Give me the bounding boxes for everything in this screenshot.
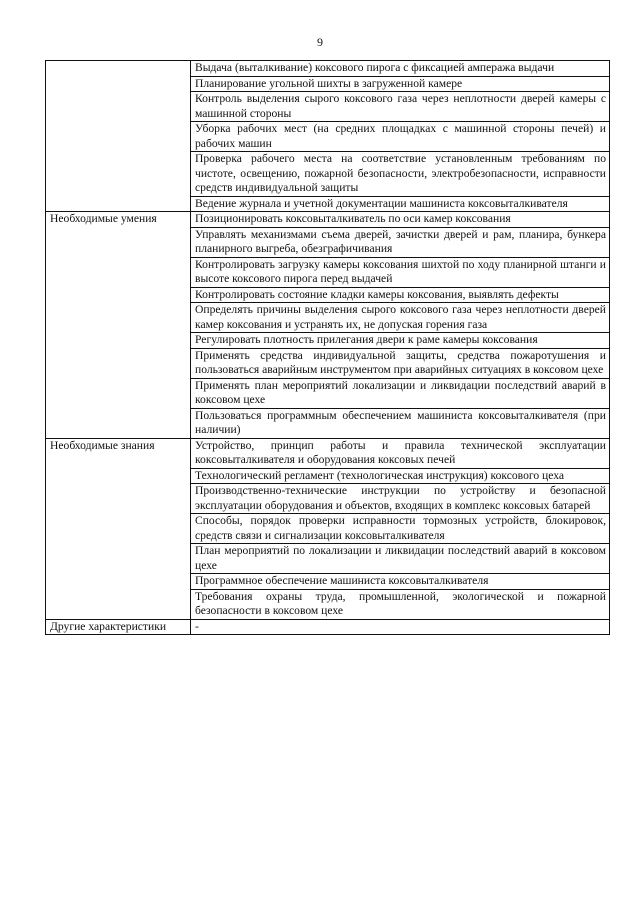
section-item-text: Уборка рабочих мест (на средних площадках с машинной стороны печей) и рабочих машин: [191, 122, 610, 152]
section-item-text: Ведение журнала и учетной документации машиниста коксовыталкивателя: [191, 196, 610, 212]
section-item-text: Определять причины выделения сырого коксового газа через неплотности дверей камер коксования и устранять их, не допуская горения газа: [191, 303, 610, 333]
section-item-text: Регулировать плотность прилегания двери к раме камеры коксования: [191, 333, 610, 349]
section-item-text: Проверка рабочего места на соответствие установленным требованиям по чистоте, освещению, пожарной безопасности, электробезопасности, исправности средств индивидуальной защиты: [191, 152, 610, 197]
section-item-text: Управлять механизмами съема дверей, зачистки дверей и рам, планира, бункера планирного выгреба, обезграфичивания: [191, 227, 610, 257]
section-item-text: Позиционировать коксовыталкиватель по оси камер коксования: [191, 212, 610, 228]
section-label: Необходимые знания: [46, 438, 191, 619]
page-number: 9: [317, 35, 323, 49]
section-item-text: Способы, порядок проверки исправности тормозных устройств, блокировок, средств связи и сигнализации коксовыталкивателя: [191, 514, 610, 544]
section-item-text: Планирование угольной шихты в загруженной камере: [191, 76, 610, 92]
qualification-table: [45, 60, 610, 635]
table-body: [46, 61, 610, 635]
section-item-text: Устройство, принцип работы и правила технической эксплуатации коксовыталкивателя и оборудования коксовых печей: [191, 438, 610, 468]
section-label: [46, 61, 191, 212]
section-label: Необходимые умения: [46, 212, 191, 439]
section-item-text: Программное обеспечение машиниста коксовыталкивателя: [191, 574, 610, 590]
table-row: [46, 212, 610, 228]
table-row: [46, 619, 610, 635]
section-item-text: Применять средства индивидуальной защиты, средства пожаротушения и пользоваться аварийным инструментом при аварийных ситуациях в коксовом цехе: [191, 348, 610, 378]
section-item-text: Требования охраны труда, промышленной, экологической и пожарной безопасности в коксовом цехе: [191, 589, 610, 619]
section-item-text: Контролировать состояние кладки камеры коксования, выявлять дефекты: [191, 287, 610, 303]
section-item-text: Контролировать загрузку камеры коксования шихтой по ходу планирной штанги и высоте коксового пирога перед выдачей: [191, 257, 610, 287]
section-item-text: Применять план мероприятий локализации и ликвидации последствий аварий в коксовом цехе: [191, 378, 610, 408]
table-row: [46, 438, 610, 468]
section-item-text: -: [191, 619, 610, 635]
section-item-text: Технологический регламент (технологическая инструкция) коксового цеха: [191, 468, 610, 484]
section-item-text: Контроль выделения сырого коксового газа через неплотности дверей камеры с машинной стороны: [191, 92, 610, 122]
section-item-text: Производственно-технические инструкции по устройству и безопасной эксплуатации оборудования и объектов, входящих в комплекс коксовых батарей: [191, 484, 610, 514]
section-item-text: Пользоваться программным обеспечением машиниста коксовыталкивателя (при наличии): [191, 408, 610, 438]
section-item-text: План мероприятий по локализации и ликвидации последствий аварий в коксовом цехе: [191, 544, 610, 574]
table-row: [46, 61, 610, 77]
section-item-text: Выдача (выталкивание) коксового пирога с фиксацией ампеража выдачи: [191, 61, 610, 77]
section-label: Другие характеристики: [46, 619, 191, 635]
